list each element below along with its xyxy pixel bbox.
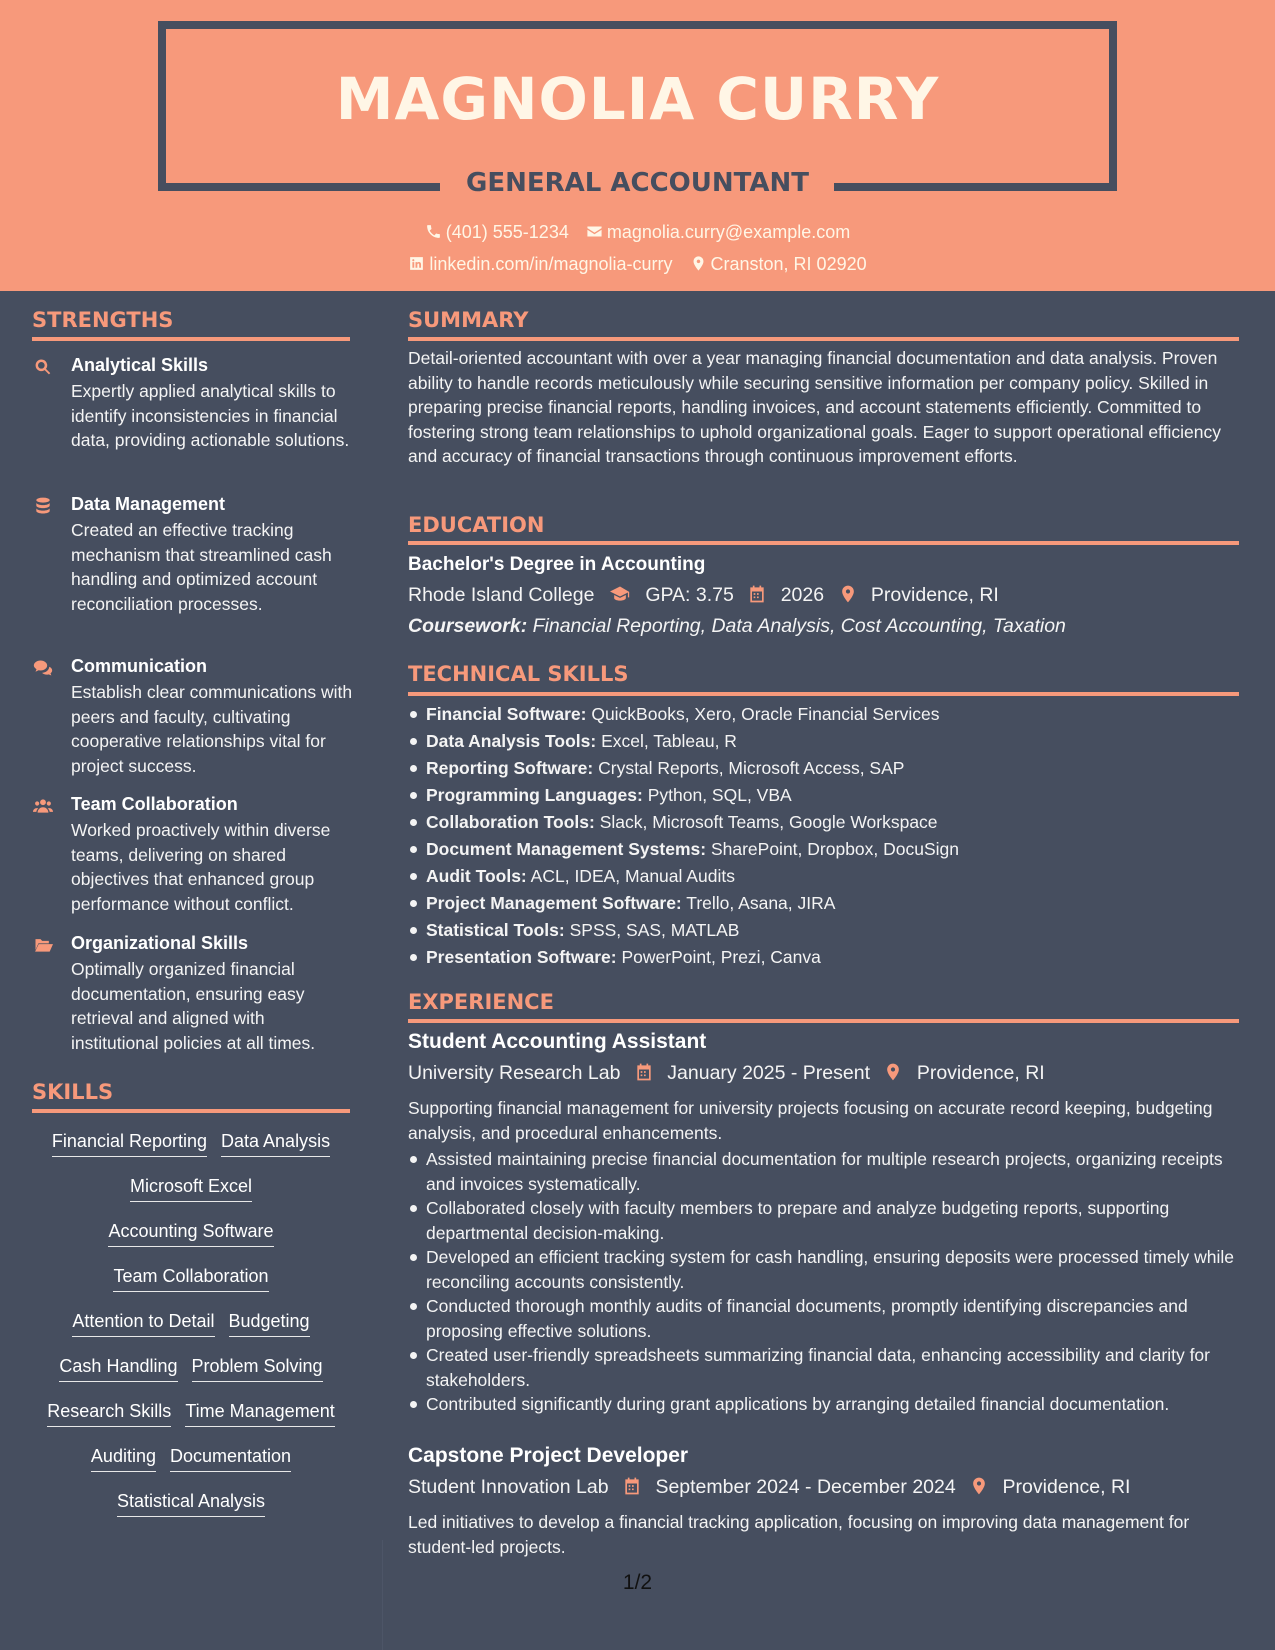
tech-value: PowerPoint, Prezi, Canva (621, 947, 821, 967)
comments-icon (32, 658, 54, 678)
job-location: Providence, RI (916, 1062, 1045, 1084)
phone-text: (401) 555-1234 (445, 222, 569, 242)
skill-tag: Time Management (185, 1399, 334, 1427)
job-meta-1 (408, 1060, 1045, 1086)
list-item (408, 944, 1238, 971)
phone-contact[interactable] (425, 220, 569, 244)
list-item (408, 890, 1238, 917)
list-item (408, 917, 1238, 944)
list-item (408, 728, 1238, 755)
coursework-label: Coursework: (408, 615, 528, 637)
tech-label: Statistical Tools: (426, 920, 565, 940)
users-icon (32, 796, 54, 816)
strength-description: Worked proactively within diverse teams, delivering on shared objectives that enhanced group performance without conflict. (71, 820, 331, 914)
map-pin-icon (838, 584, 858, 604)
coursework-line (408, 613, 1066, 639)
technical-skills-rule (408, 692, 1239, 696)
tech-label: Financial Software: (426, 704, 587, 724)
skill-tag-row (30, 1219, 352, 1247)
skill-tag: Auditing (91, 1444, 156, 1472)
list-item: Contributed significantly during grant applications by arranging detailed financial documentation. (408, 1392, 1238, 1417)
technical-skills-heading: TECHNICAL SKILLS (408, 662, 629, 686)
list-item (408, 836, 1238, 863)
linkedin-icon (408, 255, 425, 272)
graduation-year: 2026 (780, 584, 825, 606)
strength-title: Analytical Skills (71, 355, 209, 375)
skill-tag: Statistical Analysis (117, 1489, 265, 1517)
list-item: Created user-friendly spreadsheets summarizing financial data, enhancing accessibility and clarity for stakeholders. (408, 1343, 1238, 1392)
skill-tag: Data Analysis (221, 1129, 330, 1157)
tech-value: SharePoint, Dropbox, DocuSign (710, 839, 960, 859)
list-item: Collaborated closely with faculty members to prepare and analyze budgeting reports, supporting departmental decision-making. (408, 1196, 1238, 1245)
strength-description: Establish clear communications with peers and faculty, cultivating cooperative relationships vital for project success. (71, 682, 353, 776)
list-item (408, 701, 1238, 728)
job-summary-2: Led initiatives to develop a financial tracking application, focusing on improving data management for student-led projects. (408, 1512, 1190, 1557)
list-item: Developed an efficient tracking system for cash handling, ensuring deposits were processed timely while reconciling accounts consistently. (408, 1245, 1238, 1294)
map-pin-icon (690, 255, 707, 272)
skill-tag-row (30, 1129, 352, 1157)
strength-description: Expertly applied analytical skills to identify inconsistencies in financial data, providing actionable solutions. (71, 381, 350, 450)
skills-rule (32, 1109, 350, 1113)
calendar-icon (622, 1476, 642, 1496)
strength-title: Communication (71, 656, 208, 676)
strengths-rule (32, 337, 350, 341)
skill-tag-row (30, 1444, 352, 1472)
list-item: Assisted maintaining precise financial documentation for multiple research projects, organizing receipts and invoices systematically. (408, 1147, 1238, 1196)
tech-label: Presentation Software: (426, 947, 617, 967)
job-summary-1: Supporting financial management for university projects focusing on accurate record keeping, budgeting analysis, and procedural enhancements. (408, 1098, 1213, 1143)
job-org: University Research Lab (408, 1062, 621, 1084)
tech-label: Programming Languages: (426, 785, 643, 805)
skill-tag: Documentation (170, 1444, 291, 1472)
skill-tag: Attention to Detail (72, 1309, 214, 1337)
job-location: Providence, RI (1002, 1476, 1131, 1498)
job-title-2: Capstone Project Developer (408, 1444, 689, 1467)
candidate-name: MAGNOLIA CURRY (335, 65, 940, 133)
tech-value: Python, SQL, VBA (647, 785, 792, 805)
job-dates: January 2025 - Present (667, 1062, 870, 1084)
folder-open-icon (32, 935, 54, 955)
location-text: Cranston, RI 02920 (710, 254, 867, 274)
tech-label: Data Analysis Tools: (426, 731, 597, 751)
contact-row-2 (0, 252, 1275, 276)
map-pin-icon (969, 1476, 989, 1496)
strength-title: Team Collaboration (71, 794, 238, 814)
summary-rule (408, 337, 1239, 341)
job-title: GENERAL ACCOUNTANT (466, 168, 809, 198)
tech-value: QuickBooks, Xero, Oracle Financial Services (591, 704, 940, 724)
page-number: 1/2 (622, 1571, 653, 1594)
skill-tag: Research Skills (47, 1399, 171, 1427)
envelope-icon (586, 223, 603, 240)
phone-icon (425, 223, 442, 240)
list-item (408, 782, 1238, 809)
strength-description: Created an effective tracking mechanism that streamlined cash handling and optimized account reconciliation processes. (71, 520, 332, 614)
email-contact[interactable] (586, 220, 850, 244)
education-location: Providence, RI (870, 584, 999, 606)
job-title-1: Student Accounting Assistant (408, 1030, 707, 1053)
contact-row-1 (0, 220, 1275, 244)
tech-label: Reporting Software: (426, 758, 594, 778)
linkedin-contact[interactable] (408, 252, 672, 276)
list-item (408, 863, 1238, 890)
location-contact (690, 252, 867, 276)
tech-value: SPSS, SAS, MATLAB (569, 920, 740, 940)
calendar-icon (747, 584, 767, 604)
skill-tag: Problem Solving (192, 1354, 323, 1382)
school-name: Rhode Island College (408, 584, 595, 606)
strengths-heading: STRENGTHS (32, 308, 174, 332)
graduation-cap-icon (608, 584, 632, 604)
email-text: magnolia.curry@example.com (606, 222, 851, 242)
job-dates: September 2024 - December 2024 (655, 1476, 956, 1498)
skill-tag: Accounting Software (108, 1219, 273, 1247)
education-meta (408, 582, 999, 608)
skills-heading: SKILLS (32, 1080, 114, 1104)
tech-value: ACL, IDEA, Manual Audits (530, 866, 735, 886)
experience-heading: EXPERIENCE (408, 990, 554, 1014)
summary-heading: SUMMARY (408, 308, 529, 332)
skill-tag-row (30, 1174, 352, 1202)
strength-description: Optimally organized financial documentation, ensuring easy retrieval and aligned with institutional policies at all times. (71, 959, 316, 1053)
job-meta-2 (408, 1474, 1130, 1500)
experience-rule (408, 1019, 1239, 1023)
list-item (408, 809, 1238, 836)
tech-value: Crystal Reports, Microsoft Access, SAP (598, 758, 905, 778)
tech-value: Trello, Asana, JIRA (686, 893, 836, 913)
list-item (408, 755, 1238, 782)
list-item: Conducted thorough monthly audits of financial documents, promptly identifying discrepancies and proposing effective solutions. (408, 1294, 1238, 1343)
calendar-icon (634, 1062, 654, 1082)
gpa-value: GPA: 3.75 (645, 584, 734, 606)
header-banner (0, 0, 1275, 291)
strength-title: Data Management (71, 494, 226, 514)
job-org: Student Innovation Lab (408, 1476, 609, 1498)
tech-value: Slack, Microsoft Teams, Google Workspace (599, 812, 938, 832)
job-bullets-1 (408, 1147, 1238, 1417)
tech-label: Project Management Software: (426, 893, 682, 913)
tech-label: Audit Tools: (426, 866, 527, 886)
degree-title: Bachelor's Degree in Accounting (408, 554, 706, 575)
skill-tag-row (30, 1399, 352, 1427)
skill-tag: Team Collaboration (113, 1264, 268, 1292)
search-icon (32, 357, 54, 377)
skill-tag: Financial Reporting (52, 1129, 207, 1157)
coursework-text: Financial Reporting, Data Analysis, Cost Accounting, Taxation (532, 615, 1066, 637)
skill-tag: Budgeting (229, 1309, 310, 1337)
skill-tag: Cash Handling (59, 1354, 177, 1382)
skill-tag: Microsoft Excel (130, 1174, 252, 1202)
education-rule (408, 541, 1239, 545)
skill-tag-row (30, 1264, 352, 1292)
tech-label: Collaboration Tools: (426, 812, 595, 832)
education-heading: EDUCATION (408, 513, 545, 537)
summary-text: Detail-oriented accountant with over a year managing financial documentation and data analysis. Proven ability to handle records meticulously while securing sensitive information per company policy. Skilled in preparing precise financial reports, handling invoices, and account statements efficiently. Committed to fostering strong team relationships to uphold organizational goals. Eager to support operational efficiency and accuracy of financial transactions through continuous improvement efforts. (408, 348, 1221, 466)
tech-value: Excel, Tableau, R (601, 731, 737, 751)
linkedin-text: linkedin.com/in/magnolia-curry (429, 254, 673, 274)
skill-tag-row (30, 1489, 352, 1517)
database-icon (32, 496, 54, 516)
map-pin-icon (883, 1062, 903, 1082)
technical-skills-list (408, 701, 1238, 971)
skill-tag-row (30, 1354, 352, 1382)
strength-title: Organizational Skills (71, 933, 249, 953)
tech-label: Document Management Systems: (426, 839, 707, 859)
skill-tag-row (30, 1309, 352, 1337)
